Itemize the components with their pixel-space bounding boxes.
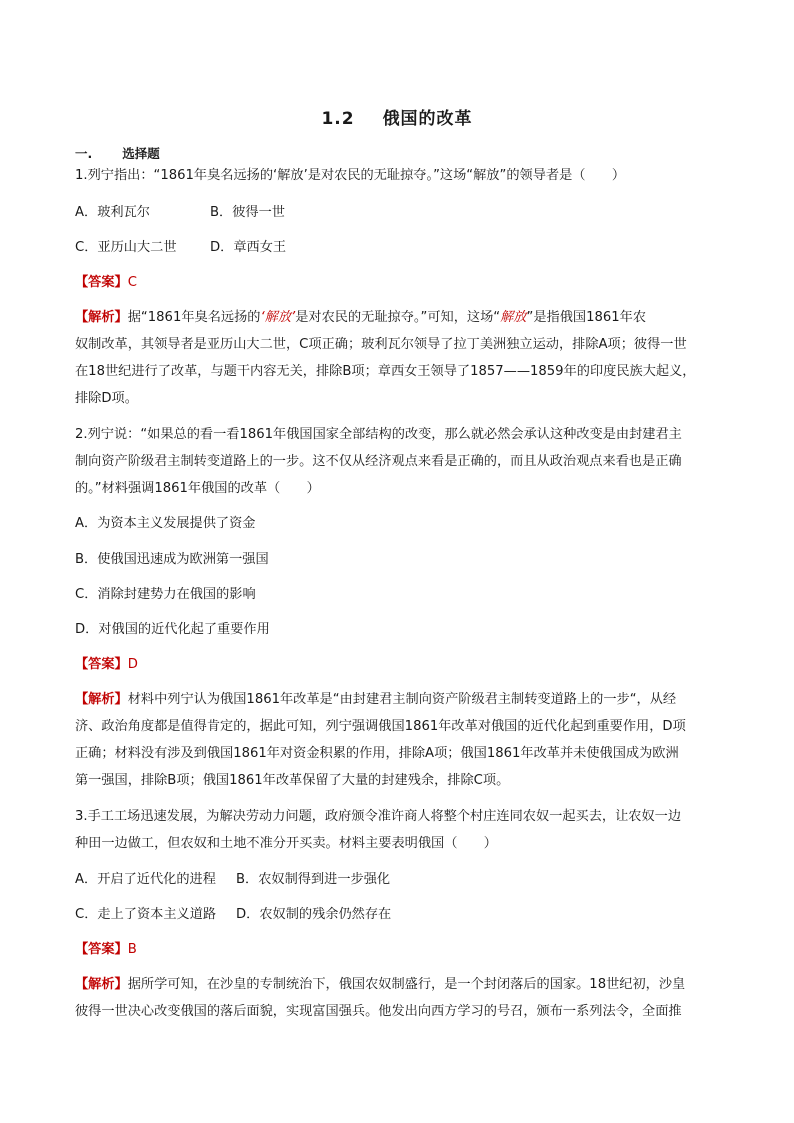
answer-tag: 【答案】 <box>75 657 128 672</box>
q1-stem: 1.列宁指出：“1861年臭名远扬的‘解放’是对农民的无耻掠夺。”这场“解放”的领导者是（ ） <box>75 168 626 183</box>
page-title <box>0 104 794 129</box>
section-number: 一. <box>75 146 93 161</box>
q3-analysis-line-1: 【解析】据所学可知，在沙皇的专制统治下，俄国农奴制盛行，是一个封闭落后的国家。18世纪初，沙皇 <box>75 977 686 992</box>
q2-analysis-line-1: 【解析】材料中列宁认为俄国1861年改革是“由封建君主制向资产阶级君主制转变道路上的一步“，从经 <box>75 692 677 707</box>
q3-stem-line-2: 种田一边做工，但农奴和土地不准分开买卖。材料主要表明俄国（ ） <box>75 836 497 851</box>
analysis-tag: 【解析】 <box>75 977 128 992</box>
q1-analysis-line-4: 排除D项。 <box>75 391 138 406</box>
q3-option-d: D．农奴制的残余仍然存在 <box>236 907 392 922</box>
answer-tag: 【答案】 <box>75 942 128 957</box>
q1-analysis-line-3: 在18世纪进行了改革，与题干内容无关，排除B项；章西女王领导了1857——1859年的印度民族大起义， <box>75 364 696 379</box>
q1-option-b: B．彼得一世 <box>210 205 285 220</box>
q2-option-c: C．消除封建势力在俄国的影响 <box>75 587 256 602</box>
q1-option-c: C．亚历山大二世 <box>75 240 177 255</box>
title-text: 俄国的改革 <box>382 109 473 129</box>
answer-tag: 【答案】 <box>75 275 128 290</box>
section-heading <box>75 144 160 162</box>
q3-answer <box>75 940 137 960</box>
q2-analysis-line-4: 第一强国，排除B项；俄国1861年改革保留了大量的封建残余，排除C项。 <box>75 773 510 788</box>
q2-option-a: A．为资本主义发展提供了资金 <box>75 516 256 531</box>
q3-analysis-line-2: 彼得一世决心改变俄国的落后面貌，实现富国强兵。他发出向西方学习的号召，颁布一系列法令，全面推 <box>75 1004 682 1019</box>
q2-stem-line-2: 制向资产阶级君主制转变道路上的一步。这不仅从经济观点来看是正确的，而且从政治观点来看也是正确 <box>75 454 682 469</box>
q2-answer <box>75 655 138 675</box>
q2-option-d: D．对俄国的近代化起了重要作用 <box>75 622 270 637</box>
q2-option-b: B．使俄国迅速成为欧洲第一强国 <box>75 552 269 567</box>
q3-option-a: A．开启了近代化的进程 <box>75 872 216 887</box>
analysis-tag: 【解析】 <box>75 310 128 325</box>
answer-value: D <box>127 657 138 672</box>
answer-value: C <box>127 275 137 290</box>
analysis-tag: 【解析】 <box>75 692 128 707</box>
q1-answer <box>75 273 137 293</box>
q2-stem-line-3: 的。”材料强调1861年俄国的改革（ ） <box>75 481 320 496</box>
q1-analysis-line-1: 【解析】据“1861年臭名远扬的‘解放’是对农民的无耻掠夺。”可知，这场“解放”是指俄国1861年农 <box>75 310 647 325</box>
title-number: 1.2 <box>321 109 355 129</box>
q1-analysis-line-2: 奴制改革，其领导者是亚历山大二世，C项正确；玻利瓦尔领导了拉丁美洲独立运动，排除A项；彼得一世 <box>75 337 687 352</box>
q3-option-c: C．走上了资本主义道路 <box>75 907 217 922</box>
q1-option-a: A．玻利瓦尔 <box>75 205 150 220</box>
q2-stem-line-1: 2.列宁说：“如果总的看一看1861年俄国国家全部结构的改变，那么就必然会承认这种改变是由封建君主 <box>75 427 682 442</box>
q3-option-b: B．农奴制得到进一步强化 <box>236 872 391 887</box>
section-label: 选择题 <box>122 146 160 161</box>
q2-analysis-line-2: 济、政治角度都是值得肯定的，据此可知，列宁强调俄国1861年改革对俄国的近代化起到重要作用，D项 <box>75 719 686 734</box>
q1-option-d: D．章西女王 <box>210 240 287 255</box>
answer-value: B <box>127 942 137 957</box>
q2-analysis-line-3: 正确；材料没有涉及到俄国1861年对资金积累的作用，排除A项；俄国1861年改革并未使俄国成为欧洲 <box>75 746 679 761</box>
q3-stem-line-1: 3.手工工场迅速发展，为解决劳动力问题，政府颁令准许商人将整个村庄连同农奴一起买去，让农奴一边 <box>75 809 682 824</box>
